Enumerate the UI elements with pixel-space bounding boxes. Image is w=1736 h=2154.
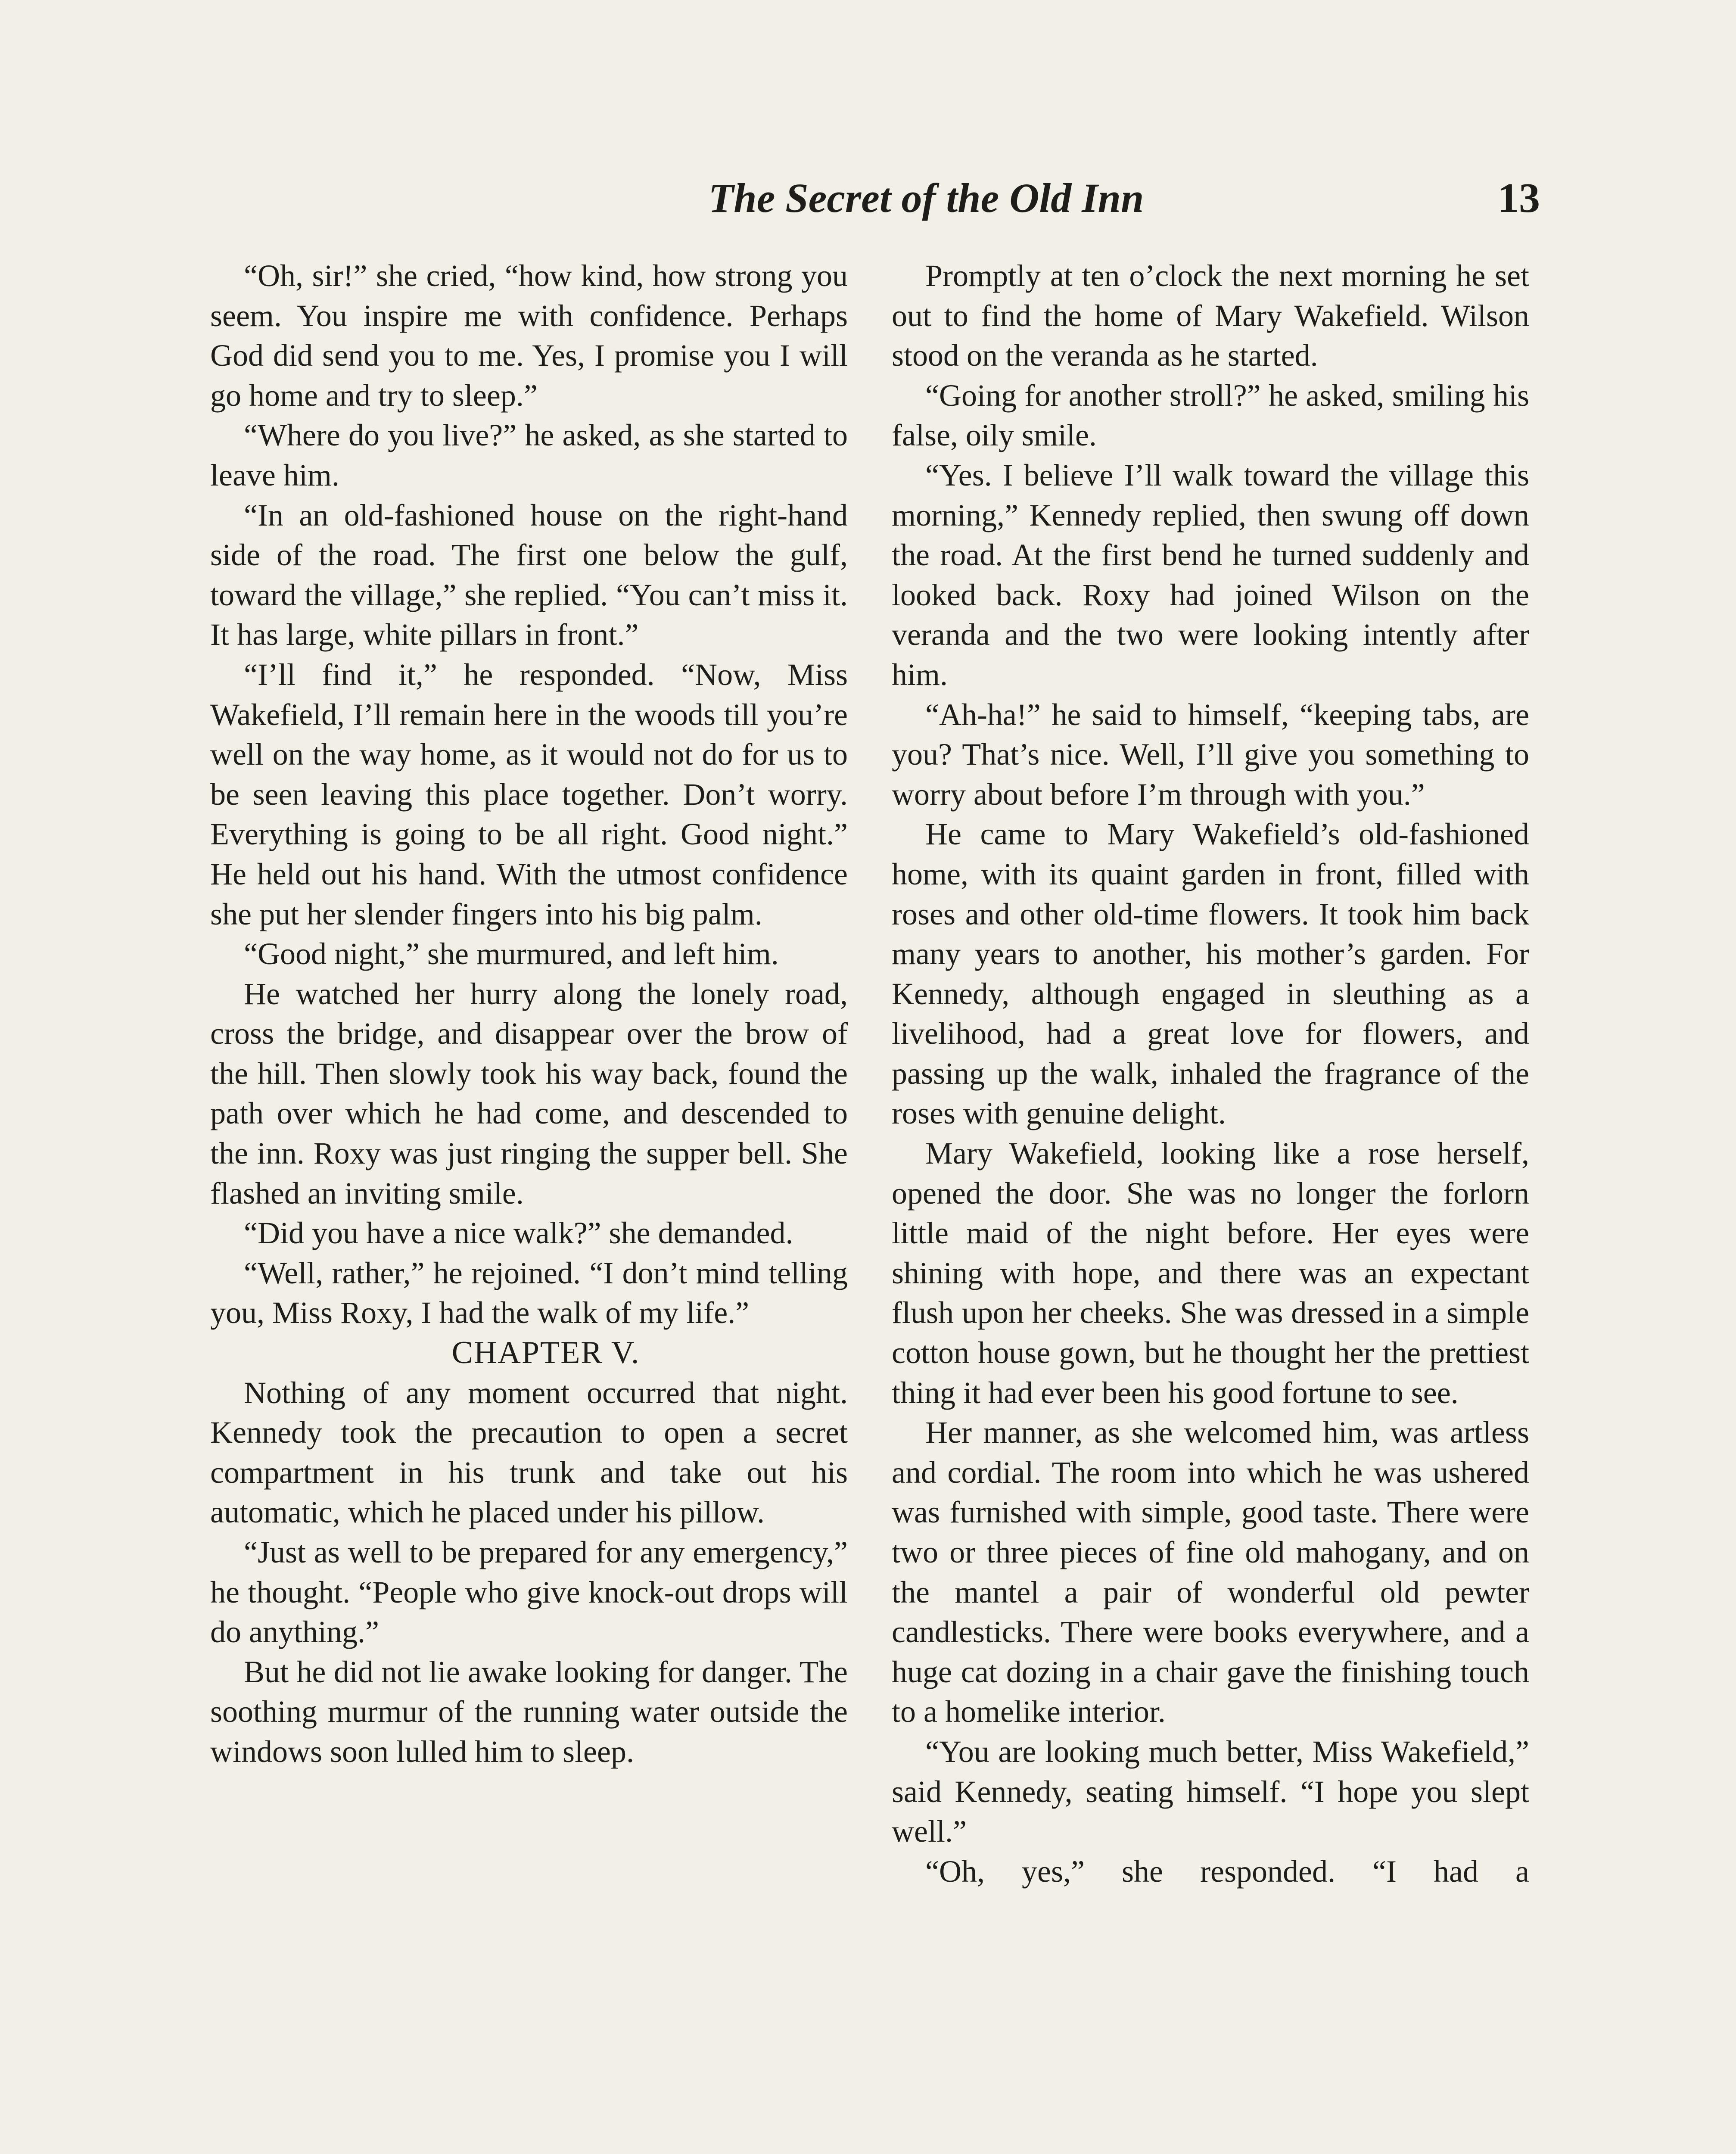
paragraph: “Oh, sir!” she cried, “how kind, how strong you seem. You inspire me with confidence. Perhaps God did send you to me. Yes, I promise you I will go home and try to sleep.”: [210, 258, 848, 413]
paragraph: “Oh, yes,” she responded. “I had a: [925, 1854, 1529, 1889]
paragraph: Promptly at ten o’clock the next morning he set out to find the home of Mary Wakefield. Wilson stood on the veranda as he started.: [892, 258, 1529, 373]
paragraph: Her manner, as she welcomed him, was artless and cordial. The room into which he was ushered was furnished with simple, good taste. There were two or three pieces of fine old mahogany, and on the mantel a pair of wonderful old pewter candlesticks. There were books everywhere, and a huge cat dozing in a chair gave the finishing touch to a homelike interior.: [892, 1415, 1529, 1729]
paragraph: “Going for another stroll?” he asked, smiling his false, oily smile.: [892, 378, 1529, 453]
paragraph: “Ah-ha!” he said to himself, “keeping tabs, are you? That’s nice. Well, I’ll give you something to worry about before I’m through with you.”: [892, 697, 1529, 812]
paragraph: “You are looking much better, Miss Wakefield,” said Kennedy, seating himself. “I hope you slept well.”: [892, 1734, 1529, 1849]
paragraph: Nothing of any moment occurred that night. Kennedy took the precaution to open a secret compartment in his trunk and take out his automatic, which he placed under his pillow.: [210, 1375, 848, 1530]
paragraph: “Well, rather,” he rejoined. “I don’t mind telling you, Miss Roxy, I had the walk of my life.”: [210, 1255, 848, 1330]
paragraph: Mary Wakefield, looking like a rose herself, opened the door. She was no longer the forlorn little maid of the night before. Her eyes were shining with hope, and there was an expectant flush upon her cheeks. She was dressed in a simple cotton house gown, but he thought her the prettiest thing it had ever been his good fortune to see.: [892, 1136, 1529, 1410]
paragraph: But he did not lie awake looking for danger. The soothing murmur of the running water outside the windows soon lulled him to sleep.: [210, 1654, 848, 1769]
paragraph: “Where do you live?” he asked, as she started to leave him.: [210, 418, 848, 492]
paragraph: “In an old-fashioned house on the right-hand side of the road. The first one below the gulf, toward the village,” she replied. “You can’t miss it. It has large, white pillars in front.”: [210, 498, 848, 652]
running-title: The Secret of the Old Inn: [708, 175, 1144, 221]
paragraph: He watched her hurry along the lonely road, cross the bridge, and disappear over the brow of the hill. Then slowly took his way back, found the path over which he had come, and descended to the inn. Roxy was just ringing the supper bell. She flashed an inviting smile.: [210, 976, 848, 1211]
page-number: 13: [1498, 175, 1540, 221]
chapter-heading: CHAPTER V.: [451, 1335, 640, 1371]
paragraph: “Did you have a nice walk?” she demanded.: [244, 1216, 793, 1251]
paragraph: He came to Mary Wakefield’s old-fashioned home, with its quaint garden in front, filled with roses and other old-time flowers. It took him back many years to another, his mother’s garden. For Kennedy, although engaged in sleuthing as a livelihood, had a great love for flowers, and passing up the walk, inhaled the fragrance of the roses with genuine delight.: [892, 817, 1529, 1131]
paragraph: “I’ll find it,” he responded. “Now, Miss Wakefield, I’ll remain here in the woods till you’re well on the way home, as it would not do for us to be seen leaving this place together. Don’t worry. Everything is going to be all right. Good night.” He held out his hand. With the utmost confidence she put her slender fingers into his big palm.: [210, 657, 848, 931]
paragraph: “Just as well to be prepared for any emergency,” he thought. “People who give knock-out drops will do anything.”: [210, 1535, 848, 1650]
left-column: [210, 256, 848, 1772]
right-column: [892, 256, 1529, 1891]
paragraph: “Good night,” she murmured, and left him.: [244, 937, 779, 971]
paragraph: “Yes. I believe I’ll walk toward the village this morning,” Kennedy replied, then swung off down the road. At the first bend he turned suddenly and looked back. Roxy had joined Wilson on the veranda and the two were looking intently after him.: [892, 458, 1529, 692]
